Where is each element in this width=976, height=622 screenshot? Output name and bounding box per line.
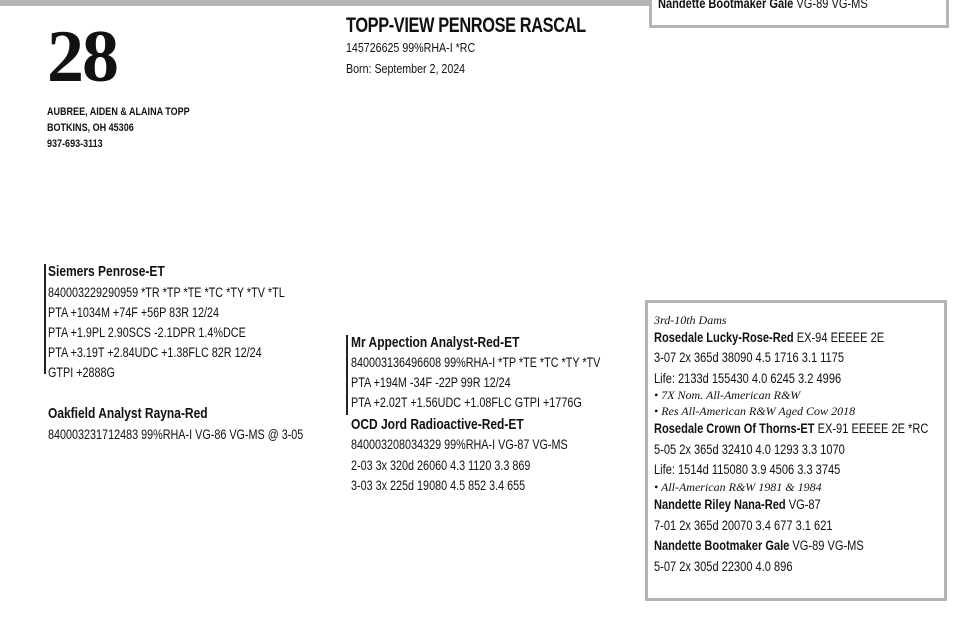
continued-dams-box bbox=[649, 0, 949, 28]
owner-name: AUBREE, AIDEN & ALAINA TOPP bbox=[47, 106, 190, 118]
sixth-dam-name: Nandette Bootmaker Gale VG-89 VG-MS bbox=[654, 538, 864, 553]
top-rule bbox=[0, 0, 652, 6]
lot-number: 28 bbox=[47, 16, 117, 98]
sire-bracket bbox=[44, 264, 46, 374]
sire-name: Siemers Penrose-ET bbox=[48, 263, 165, 280]
dams-heading: 3rd-10th Dams bbox=[654, 313, 727, 327]
fourth-dam-record: 5-05 2x 365d 32410 4.0 1293 3.3 1070 bbox=[654, 442, 845, 457]
mgs-line-1: 840003136496608 99%RHA-I *TP *TE *TC *TY *TV bbox=[351, 355, 601, 370]
third-dam-record: 3-07 2x 365d 38090 4.5 1716 3.1 1175 bbox=[654, 350, 844, 365]
sixth-dam-record: 5-07 2x 305d 22300 4.0 896 bbox=[654, 559, 793, 574]
dam-line-1: 840003231712483 99%RHA-I VG-86 VG-MS @ 3-05 bbox=[48, 427, 304, 442]
sire-line-4: PTA +3.19T +2.84UDC +1.38FLC 82R 12/24 bbox=[48, 345, 262, 360]
third-dam-lifetime: Life: 2133d 155430 4.0 6245 3.2 4996 bbox=[654, 371, 842, 386]
fifth-dam-record: 7-01 2x 365d 20070 3.4 677 3.1 621 bbox=[654, 518, 833, 533]
fourth-dam-name: Rosedale Crown Of Thorns-ET EX-91 EEEEE 2E *RC bbox=[654, 421, 929, 436]
fourth-dam-note-1: • All-American R&W 1981 & 1984 bbox=[654, 480, 822, 494]
fifth-dam-name: Nandette Riley Nana-Red VG-87 bbox=[654, 497, 821, 512]
animal-born: Born: September 2, 2024 bbox=[346, 61, 466, 76]
owner-city: BOTKINS, OH 45306 bbox=[47, 122, 134, 134]
owner-phone: 937-693-3113 bbox=[47, 138, 103, 150]
sire-line-1: 840003229290959 *TR *TP *TE *TC *TY *TV *TL bbox=[48, 285, 285, 300]
gdam-name: OCD Jord Radioactive-Red-ET bbox=[351, 416, 524, 433]
gdam-line-2: 2-03 3x 320d 26060 4.3 1120 3.3 869 bbox=[351, 458, 531, 473]
mgs-line-3: PTA +2.02T +1.56UDC +1.08FLC GTPI +1776G bbox=[351, 395, 582, 410]
gdam-line-1: 840003208034329 99%RHA-I VG-87 VG-MS bbox=[351, 437, 568, 452]
animal-name: TOPP-VIEW PENROSE RASCAL bbox=[346, 14, 586, 37]
third-dam-name: Rosedale Lucky-Rose-Red EX-94 EEEEE 2E bbox=[654, 330, 885, 345]
gdam-line-3: 3-03 3x 225d 19080 4.5 852 3.4 655 bbox=[351, 478, 526, 493]
third-dam-note-2: • Res All-American R&W Aged Cow 2018 bbox=[654, 404, 856, 418]
sire-line-5: GTPI +2888G bbox=[48, 365, 115, 380]
mgs-name: Mr Appection Analyst-Red-ET bbox=[351, 334, 520, 351]
sire-line-2: PTA +1034M +74F +56P 83R 12/24 bbox=[48, 305, 220, 320]
dam-name: Oakfield Analyst Rayna-Red bbox=[48, 405, 208, 422]
third-dam-note-1: • 7X Nom. All-American R&W bbox=[654, 388, 801, 402]
mgs-line-2: PTA +194M -34F -22P 99R 12/24 bbox=[351, 375, 511, 390]
top-box-dam: Nandette Bootmaker Gale VG-89 VG-MS bbox=[658, 0, 868, 11]
animal-id: 145726625 99%RHA-I *RC bbox=[346, 40, 476, 55]
sire-line-3: PTA +1.9PL 2.90SCS -2.1DPR 1.4%DCE bbox=[48, 325, 246, 340]
mgs-bracket bbox=[346, 335, 348, 415]
fourth-dam-lifetime: Life: 1514d 115080 3.9 4506 3.3 3745 bbox=[654, 462, 841, 477]
